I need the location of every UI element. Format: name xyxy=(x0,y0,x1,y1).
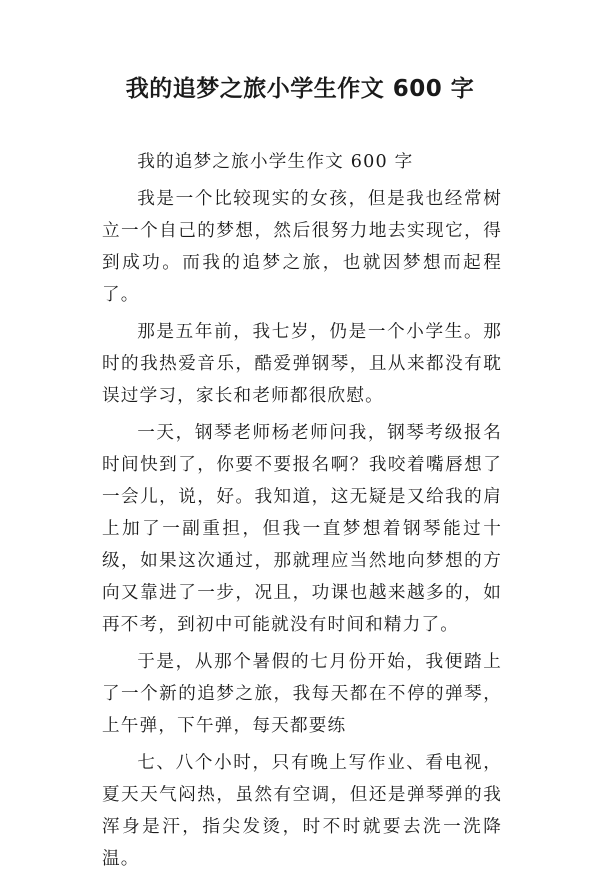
paragraph-3: 一天，钢琴老师杨老师问我，钢琴考级报名时间快到了，你要不要报名啊？我咬着嘴唇想了一会儿，说，好。我知道，这无疑是又给我的肩上加了一副重担，但我一直梦想着钢琴能过十级，如果这次通过，那就理应当然地向梦想的方向又靠进了一步，况且，功课也越来越多的，如再不考，到初中可能就没有时间和精力了。 xyxy=(102,423,502,635)
paragraph-2: 那是五年前，我七岁，仍是一个小学生。那时的我热爱音乐，酷爱弹钢琴，且从来都没有耽误过学习，家长和老师都很欣慰。 xyxy=(102,322,502,406)
document-body xyxy=(102,146,502,875)
paragraph-subtitle: 我的追梦之旅小学生作文 600 字 xyxy=(137,152,414,172)
paragraph-4: 于是，从那个暑假的七月份开始，我便踏上了一个新的追梦之旅，我每天都在不停的弹琴，上午弹，下午弹，每天都要练 xyxy=(102,652,502,736)
paragraph-5: 七、八个小时，只有晚上写作业、看电视，夏天天气闷热，虽然有空调，但还是弹琴弹的我浑身是汗，指尖发烫，时不时就要去洗一洗降温。 xyxy=(102,753,502,869)
paragraph-1: 我是一个比较现实的女孩，但是我也经常树立一个自己的梦想，然后很努力地去实现它，得到成功。而我的追梦之旅，也就因梦想而起程了。 xyxy=(102,189,502,305)
document-title: 我的追梦之旅小学生作文 600 字 xyxy=(125,76,475,102)
